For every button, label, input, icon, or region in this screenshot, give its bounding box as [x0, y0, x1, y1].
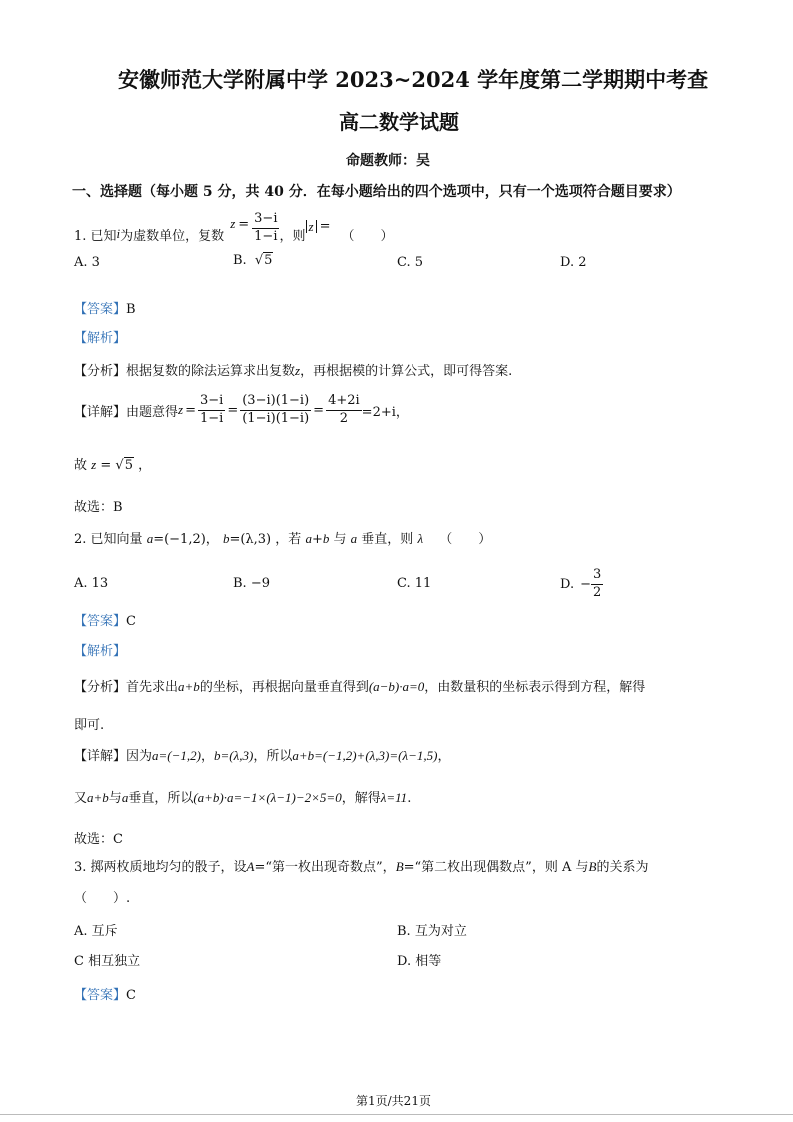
q2-answer-value: C — [126, 614, 136, 629]
q3-option-d: D. 相等 — [397, 954, 442, 969]
q1-option-d: D. 2 — [560, 255, 587, 270]
q3-answer-tag: 【答案】 — [74, 988, 127, 1003]
q2-option-d-frac — [591, 567, 603, 601]
q2-a-val: =(−1,2) — [153, 532, 206, 547]
q2-with: 与 — [333, 532, 347, 547]
q3-B: B — [395, 859, 404, 874]
q2-plus: + — [311, 532, 323, 547]
q1-gu-z: z — [91, 457, 97, 472]
q2-y-eq: (a+b)·a=−1×(λ−1)−2×5=0 — [193, 790, 342, 805]
q2-x-sep: ， — [200, 749, 214, 764]
q1-gu — [74, 454, 151, 473]
q1-then: ，则 — [279, 228, 306, 244]
question-1 — [74, 211, 394, 254]
q1-fenxi-end: ，再根据模的计算公式，即可得答案. — [300, 364, 513, 379]
q1-guxuan: 故选：B — [74, 500, 123, 515]
q1-option-b — [233, 253, 273, 268]
q1-eq2: = — [319, 218, 331, 234]
q2-sep: ， — [205, 532, 219, 547]
q3-option-b: B. 互为对立 — [397, 924, 467, 939]
q3-B2: B — [588, 859, 597, 874]
q1-xiangjie — [74, 388, 409, 432]
q2-x-sum: a+b=(−1,2)+(λ,3)=(λ−1,5) — [292, 748, 438, 763]
q2-y2: 与 — [108, 791, 122, 806]
q1-answer-tag: 【答案】 — [74, 302, 127, 317]
q1-x-den1: 1−i — [200, 410, 224, 426]
q2-fenxi — [74, 676, 645, 695]
q1-x-num2: (3−i)(1−i) — [240, 393, 311, 410]
q2-ab-b: b — [322, 531, 330, 546]
q1-gu-sqrt: √5 — [115, 458, 133, 473]
q2-b-val: =(λ,3) — [229, 532, 272, 547]
q2-fenxi2: 的坐标，再根据向量垂直得到 — [199, 680, 369, 695]
q3-paren: （ ）. — [74, 891, 131, 906]
q1-option-c: C. 5 — [397, 255, 424, 270]
q1-gu-eq: = — [100, 458, 112, 473]
q1-gu-end: ， — [138, 458, 152, 473]
q2-y-ab: a+b — [87, 790, 109, 805]
q2-answer-tag: 【答案】 — [74, 614, 127, 629]
q1-x-num3: 4+2i — [326, 393, 362, 410]
q2-fenxi-ab: a+b — [178, 679, 200, 694]
q2-a2: a — [350, 531, 358, 546]
q2-perp: 垂直，则 — [361, 532, 414, 547]
q1-x-result: =2+i， — [361, 404, 409, 420]
q1-eq: = — [238, 216, 250, 232]
q3-answer — [74, 984, 136, 1003]
q1-x-den3: 2 — [339, 410, 349, 426]
q1-mid: 为虚数单位，复数 — [120, 228, 225, 244]
q2-ab-a: a — [305, 531, 312, 546]
section-heading: 一、选择题（每小题 5 分，共 40 分．在每小题给出的四个选项中，只有一个选项符合题目要求） — [72, 184, 681, 200]
question-2 — [74, 528, 491, 547]
q1-x-frac1 — [198, 393, 225, 427]
q1-option-a: A. 3 — [74, 255, 100, 270]
q2-fenxi-tag: 【分析】 — [74, 680, 127, 695]
q1-analysis-tag: 【解析】 — [74, 331, 127, 346]
q2-y3: 垂直，所以 — [128, 791, 194, 806]
q2-x-end: ， — [437, 749, 451, 764]
q2-fenxi3: ，由数量积的坐标表示得到方程，解得 — [424, 680, 646, 695]
q1-modulus: z — [306, 220, 317, 233]
q2-x-b: b=(λ,3) — [214, 748, 254, 763]
q3-answer-value: C — [126, 988, 136, 1003]
q1-x-eq3: = — [313, 402, 325, 418]
q2-option-a: A. 13 — [74, 576, 109, 591]
q1-x-z: z — [178, 402, 184, 417]
q3-line1-a: 3. 掷两枚质地均匀的骰子，设 — [74, 860, 247, 875]
q2-option-d-sign: − — [580, 576, 591, 592]
q2-paren: （ ） — [439, 532, 492, 547]
q1-denominator: 1−i — [254, 228, 278, 244]
q1-x-num1: 3−i — [198, 393, 225, 410]
q1-prefix: 1. 已知 — [74, 228, 117, 244]
q2-lambda: λ — [417, 531, 424, 546]
q2-x-a: a=(−1,2) — [152, 748, 201, 763]
q3-line1-d: 的关系为 — [596, 860, 649, 875]
q2-x1: 因为 — [126, 749, 153, 764]
q1-paren: （ ） — [341, 228, 394, 244]
q2-xiangjie — [74, 745, 450, 764]
q2-x2: ，所以 — [253, 749, 293, 764]
q1-answer-value: B — [126, 302, 136, 317]
q2-a-vec: a — [146, 531, 154, 546]
q2-option-b: B. −9 — [233, 576, 270, 591]
q1-option-b-label: B. — [233, 253, 247, 268]
q2-y-a: a — [121, 790, 129, 805]
q1-numerator: 3−i — [252, 211, 279, 228]
q2-fenxi4: 即可. — [74, 718, 105, 733]
footer-divider — [0, 1114, 793, 1115]
q2-b-vec: b — [222, 531, 230, 546]
document-title: 安徽师范大学附属中学 2023~2024 学年度第二学期期中考查 — [118, 67, 709, 92]
q2-option-d-num: 3 — [591, 567, 603, 584]
q1-gu-radicand: 5 — [124, 458, 133, 473]
q1-xiangjie-tag: 【详解】 — [74, 404, 127, 420]
q2-analysis-tag: 【解析】 — [74, 644, 127, 659]
q2-you — [74, 787, 411, 806]
q3-option-c: C 相互独立 — [74, 954, 141, 969]
q2-option-d-den: 2 — [593, 584, 602, 600]
q1-x-den2: (1−i)(1−i) — [242, 410, 310, 426]
q2-y-end: . — [407, 791, 412, 806]
q1-z: z — [230, 216, 236, 231]
q3-A: A — [246, 859, 255, 874]
q1-fraction — [252, 211, 279, 245]
q1-x-frac3 — [326, 393, 362, 427]
q2-guxuan: 故选：C — [74, 832, 123, 847]
q2-prefix: 2. 已知向量 — [74, 532, 143, 547]
q2-fenxi-eq: (a−b)·a=0 — [368, 679, 425, 694]
q2-if: ，若 — [275, 532, 302, 547]
q2-y-res: λ=11 — [380, 790, 408, 805]
q1-xiangjie-text: 由题意得 — [126, 404, 179, 420]
q3-line1-b: =“第一枚出现奇数点”， — [254, 860, 396, 875]
question-3 — [74, 856, 648, 875]
q2-answer — [74, 610, 136, 629]
page-number: 第1页/共21页 — [356, 1094, 431, 1108]
q1-i: i — [116, 226, 121, 241]
q1-option-b-sqrt: √5 — [254, 253, 273, 268]
q2-option-c: C. 11 — [397, 576, 432, 591]
q1-x-eq: = — [185, 402, 196, 418]
q2-fenxi1: 首先求出 — [126, 680, 179, 695]
q3-option-a: A. 互斥 — [74, 924, 118, 939]
q1-fenxi — [74, 360, 512, 379]
q1-x-frac2 — [240, 393, 311, 427]
q2-y1: 又 — [74, 791, 88, 806]
q2-option-d-label: D. — [560, 576, 575, 592]
q1-fenxi-tag: 【分析】 — [74, 364, 127, 379]
q1-gu-text: 故 — [74, 458, 88, 473]
q2-xiangjie-tag: 【详解】 — [74, 749, 127, 764]
q1-fenxi-text: 根据复数的除法运算求出复数 — [126, 364, 296, 379]
q1-x-eq2: = — [227, 402, 239, 418]
document-subtitle: 高二数学试题 — [339, 110, 459, 134]
q2-option-d — [560, 566, 603, 602]
q2-y4: ，解得 — [341, 791, 381, 806]
q3-line1-c: =“第二枚出现偶数点”，则 A 与 — [403, 860, 589, 875]
q1-fenxi-z: z — [295, 363, 301, 378]
q1-option-b-radicand: 5 — [264, 253, 273, 268]
teacher-line: 命题教师：吴 — [346, 153, 430, 169]
q1-answer — [74, 298, 136, 317]
